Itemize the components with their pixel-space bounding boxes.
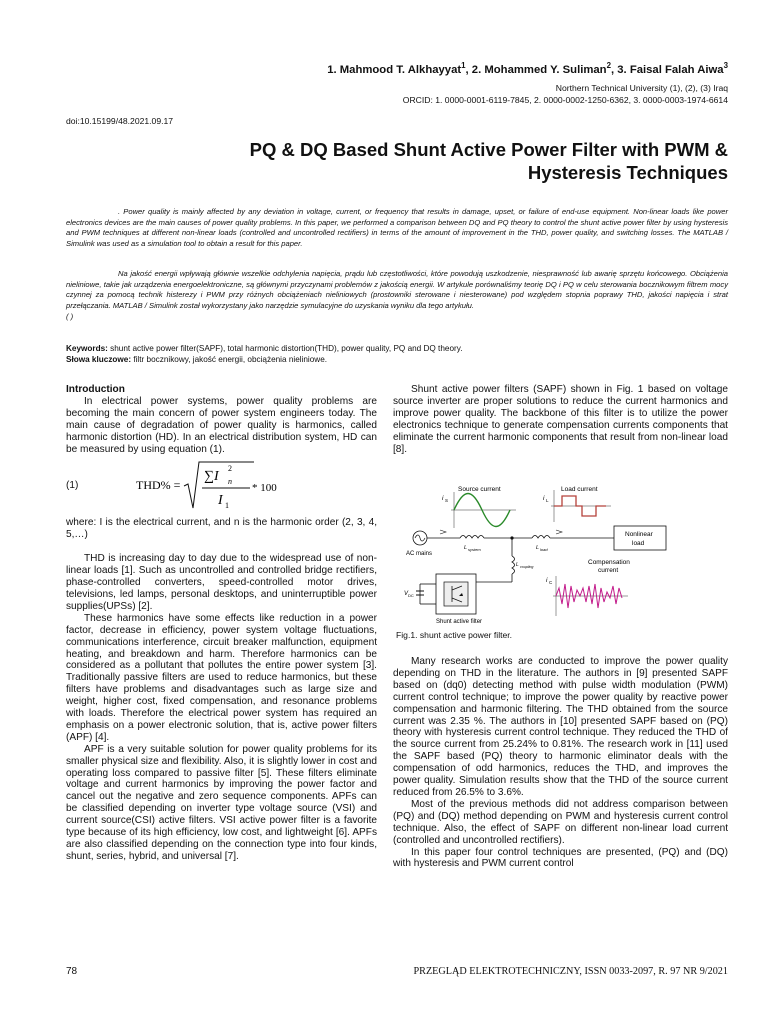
formula-numerator: ∑I	[204, 469, 219, 485]
keywords-text-pl: filtr bocznikowy, jakość energii, obciążenia nieliniowe.	[131, 355, 328, 364]
fig-label-source-current: Source current	[458, 486, 501, 493]
formula-num-sub: n	[228, 477, 232, 487]
fig-label-compensation-1: Compensation	[588, 559, 630, 566]
orcid: ORCID: 1. 0000-0001-6119-7845, 2. 0000-0002-1250-6362, 3. 0000-0003-1974-6614	[402, 95, 728, 105]
inductor-system	[460, 536, 484, 539]
author-2-sup: 2	[606, 61, 611, 70]
paragraph: APF is a very suitable solution for power quality problems for its smaller physical size and flexibility. Also, it is slightly lower in cost and operating loss compared to passive filter [5]. These filters eliminate voltage and current harmonics by improving the power factor and cancel out the negative and zero sequence components. APFs can be classified depending on inverter type voltage source (VSI) and current source(CSI) active filters. VSI active power filter is a favorite type because of its high efficiency, low cost, and lightweight [6]. APFs are also classified depending on the connection type into four kinds, shunt, series, hybrid, and universal [7].	[66, 743, 377, 862]
paragraph: In electrical power systems, power quality problems are becoming the main concern of power system engineers today. The main cause of degradation of power quality is harmonics, called harmonic distortion (HD). In an electrical distribution system, HD can be measured by using equation (1).	[66, 395, 377, 455]
section-heading-introduction: Introduction	[66, 384, 125, 395]
paragraph: THD is increasing day to day due to the widespread use of non-linear loads [1]. Such as uncontrolled and controlled bridge rectifiers, phase-controlled converters, speed-controlled motor drives, televisions, led lamps, personal desktops, and uninterruptible power supplies(UPSs) [2].	[66, 553, 377, 612]
formula-lhs: THD% =	[136, 478, 181, 493]
right-column-lower	[393, 656, 728, 870]
formula-num-sup: 2	[228, 464, 232, 474]
fig-label-lcoupling: L	[516, 562, 519, 568]
author-3-sup: 3	[723, 61, 728, 70]
formula-denominator: I	[218, 493, 223, 509]
load-current-wave	[554, 496, 606, 516]
fig-label-is: i	[442, 495, 444, 502]
keywords-block	[66, 343, 728, 365]
fig-label-load-current: Load current	[561, 486, 598, 493]
fig-label-lsystem-sub: system	[468, 547, 481, 552]
paragraph: Many research works are conducted to improve the power quality depending on THD in the literature. The authors in [9] presented SAPF based on (dq0) detecting method with pulse width modulation (PWM) current control technique; to improve the power quality by reactive power compensation and harmonic filtering. The THD obtained from the source current was 2.35 %. The authors in [10] presented SAPF based on (PQ) theory with hysteresis current control technique. They reduced the THD of the source current from 25.24% to 0.81%. The research work in [11] used the SAPF based (PQ) theory to harmonic eliminator deals with the compensation of odd harmonics, reduces the THD, and improves the power quality. Simulation results show that the THD of the source current reduced from 26.5% to 3.6%.	[393, 656, 728, 798]
keywords-label-pl: Słowa kluczowe:	[66, 355, 132, 364]
fig-label-vdc-sub: DC	[408, 593, 414, 598]
keywords-text: shunt active power filter(SAPF), total harmonic distortion(THD), power quality, PQ and DQ theory.	[107, 344, 463, 353]
fig-label-il-sub: L	[546, 498, 549, 503]
inductor-load	[532, 536, 550, 539]
abstract-polish-paren: ( )	[66, 311, 74, 321]
fig-label-nonlinear-1: Nonlinear	[625, 531, 653, 538]
affiliation: Northern Technical University (1), (2), (3) Iraq	[555, 83, 728, 93]
abstract-english: . Power quality is mainly affected by any deviation in voltage, current, or frequency that results in damage, upset, or failure of end-use equipment. Non-linear loads like power electronics devices are the main causes of power quality problems. In this paper, we performed a comparison between DQ and PQ theory to control the shunt active power filter by using hysteresis and PWM techniques at different non-linear loads (controlled and uncontrolled rectifiers) in terms of the amount of improvement in the THD, power quality, and switching losses. The MATLAB / Simulink was used as a simulation tool to obtain a result for this paper.	[66, 207, 728, 249]
inductor-coupling	[512, 556, 515, 574]
page-number: 78	[66, 966, 78, 977]
fig-label-il: i	[543, 495, 545, 502]
fig-label-is-sub: S	[445, 498, 449, 503]
paragraph: Most of the previous methods did not address comparison between (PQ) and (DQ) method depending on PWM and hysteresis current control technique. Also, the effect of SAPF on different non-linear load current (controlled and uncontrolled rectifiers).	[393, 798, 728, 846]
formula-tail: * 100	[252, 482, 277, 495]
fig-label-lsystem: L	[464, 545, 468, 551]
thd-formula	[136, 458, 286, 514]
paragraph: Shunt active power filters (SAPF) shown in Fig. 1 based on voltage source inverter are proper solutions to reduce the current harmonics and improve power quality. The backbone of this filter is to utilize the power electronics technique to generate compensation currents components that eliminate the current harmonic components that result from non-linear load [8].	[393, 384, 728, 455]
author-2: Mohammed Y. Suliman	[484, 63, 607, 76]
fig-label-nonlinear-2: load	[632, 540, 645, 547]
igbt-symbol	[444, 582, 468, 606]
title-line-2: Hysteresis Techniques	[527, 162, 728, 183]
affiliation-block	[403, 82, 728, 106]
fig-label-vdc: V	[404, 591, 409, 597]
equation-1	[66, 457, 377, 515]
doi: doi:10.15199/48.2021.09.17	[66, 116, 174, 126]
fig-label-ac-mains: AC mains	[406, 551, 433, 557]
abstract-polish	[66, 269, 728, 323]
paper-title	[108, 138, 728, 184]
author-prefix: , 2.	[465, 63, 485, 76]
paragraph: In this paper four control techniques are presented, (PQ) and (DQ) with hysteresis and PWM current control	[393, 846, 728, 870]
title-line-1: PQ & DQ Based Shunt Active Power Filter with PWM &	[249, 139, 728, 160]
fig-label-lload: L	[536, 545, 540, 551]
fig-label-lcoupling-sub: coupling	[520, 565, 534, 569]
author-1: Mahmood T. Alkhayyat	[339, 63, 462, 76]
authors	[327, 61, 728, 76]
paragraph: These harmonics have some effects like reduction in a power factor, decrease in efficiency, power system voltage fluctuations, communications interference, circuit breaker malfunction, equipment heating, and breakdown and harm. Therefore harmonics can be considered as a pollutant that pollutes the entire power system [3]. Traditionally passive filters are used to reduce harmonics, but these filters have problems and disadvantages such as large size and weight, higher cost, fixed compensation, and resonance problems with loads. Therefore the electrical power system has required an emphasis on a power electronic solution, that is, active power filters (APF) [4].	[66, 612, 377, 743]
figure-1-caption: Fig.1. shunt active power filter.	[396, 630, 513, 640]
fig-label-compensation-2: current	[598, 567, 619, 574]
formula-den-sub: 1	[225, 501, 229, 511]
fig-label-ic-sub: C	[549, 580, 553, 585]
journal-footer: PRZEGLĄD ELEKTROTECHNICZNY, ISSN 0033-2097, R. 97 NR 9/2021	[413, 966, 728, 977]
author-1-sup: 1	[461, 61, 466, 70]
formula-where: where: I is the electrical current, and n is the harmonic order (2, 3, 4, 5,…)	[66, 517, 377, 541]
equation-number: (1)	[66, 480, 79, 492]
keywords-label: Keywords:	[66, 344, 108, 353]
left-column	[66, 384, 377, 863]
author-prefix: 1.	[327, 63, 340, 76]
right-column	[393, 384, 728, 455]
fig-label-ic: i	[546, 577, 548, 584]
fig-label-saf: Shunt active filter	[436, 619, 483, 625]
abstract-polish-text: Na jakość energii wpływają głównie wszelkie odchylenia napięcia, prądu lub częstotliwości, które powodują uszkodzenie, niesprawność lub awarię sprzętu końcowego. Obciążenia nieliniowe, takie jak urządzenia energoelektroniczne, są głównymi przyczynami problemów z jakością energii. W artykule porównaliśmy teorię DQ i PQ w celu sterowania bocznikowym filtrem mocy czynnej za pomocą technik histerezy i PWM przy różnych obciążeniach nieliniowych (prostowniki sterowane i niesterowane) pod względem stopnia poprawy THD, jakości napięcia i strat przełączania. MATLAB / Simulink został wykorzystany jako narzędzie symulacyjne do uzyskania wyniku dla tego artykułu.	[66, 269, 728, 311]
figure-1-shunt-active-filter	[396, 478, 696, 628]
author-prefix: , 3.	[610, 63, 630, 76]
fig-label-lload-sub: load	[540, 547, 548, 552]
author-3: Faisal Falah Aiwa	[629, 63, 724, 76]
